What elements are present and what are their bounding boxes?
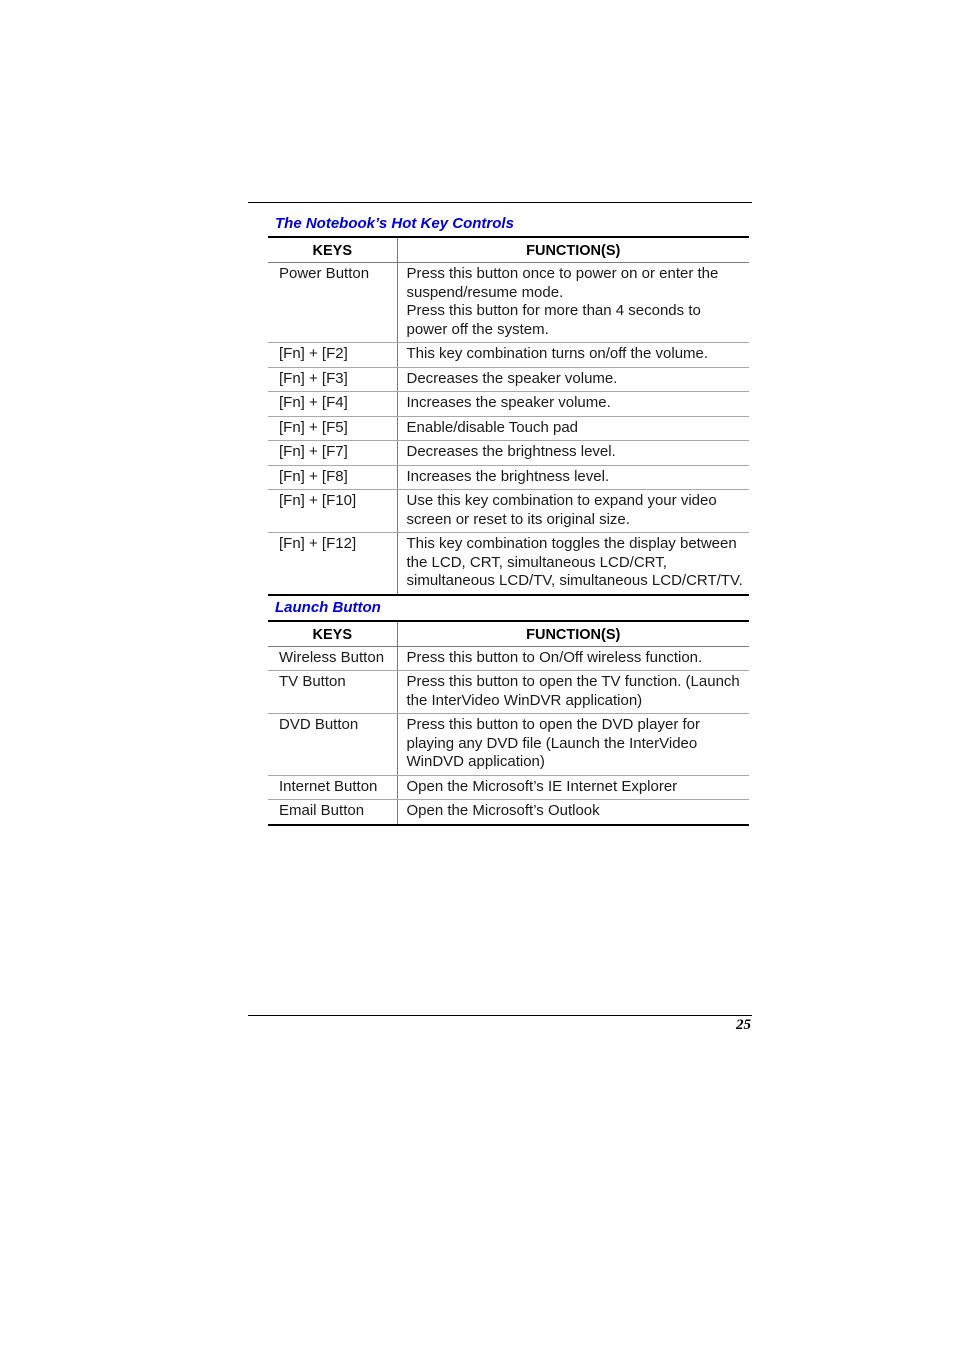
page-content	[268, 212, 749, 826]
function-cell: Press this button to open the DVD player for playing any DVD file (Launch the InterVideo WinDVD application)	[397, 714, 749, 776]
function-column-header: FUNCTION(S)	[397, 621, 749, 647]
key-cell: DVD Button	[268, 714, 397, 776]
function-cell: Increases the speaker volume.	[397, 392, 749, 417]
table-row	[268, 263, 749, 343]
key-cell: [Fn] + [F8]	[268, 465, 397, 490]
launch-table	[268, 620, 749, 826]
key-cell: [Fn] + [F3]	[268, 367, 397, 392]
table-row	[268, 392, 749, 417]
table-row	[268, 465, 749, 490]
function-cell: Decreases the speaker volume.	[397, 367, 749, 392]
function-column-header: FUNCTION(S)	[397, 237, 749, 263]
function-cell: Use this key combination to expand your video screen or reset to its original size.	[397, 490, 749, 533]
header-rule	[248, 202, 752, 203]
table-row	[268, 367, 749, 392]
launch-body	[268, 646, 749, 825]
hotkeys-title: The Notebook’s Hot Key Controls	[275, 215, 514, 232]
function-cell: This key combination turns on/off the volume.	[397, 343, 749, 368]
launch-title: Launch Button	[275, 598, 381, 616]
key-cell: TV Button	[268, 671, 397, 714]
table-row	[268, 714, 749, 776]
function-cell: Enable/disable Touch pad	[397, 416, 749, 441]
table-header-row	[268, 237, 749, 263]
function-cell: Press this button to open the TV function. (Launch the InterVideo WinDVR application)	[397, 671, 749, 714]
table-row	[268, 775, 749, 800]
key-cell: [Fn] + [F12]	[268, 533, 397, 595]
function-cell: Increases the brightness level.	[397, 465, 749, 490]
key-cell: Email Button	[268, 800, 397, 825]
footer-rule	[248, 1015, 752, 1016]
key-cell: [Fn] + [F7]	[268, 441, 397, 466]
function-cell: Open the Microsoft’s Outlook	[397, 800, 749, 825]
table-row	[268, 671, 749, 714]
key-cell: [Fn] + [F10]	[268, 490, 397, 533]
table-row	[268, 441, 749, 466]
hotkeys-body	[268, 263, 749, 595]
table-row	[268, 646, 749, 671]
page-number: 25	[736, 1017, 751, 1033]
table-row	[268, 343, 749, 368]
function-cell: Press this button to On/Off wireless function.	[397, 646, 749, 671]
table-row	[268, 533, 749, 595]
keys-column-header: KEYS	[268, 621, 397, 647]
function-cell: This key combination toggles the display between the LCD, CRT, simultaneous LCD/CRT, simultaneous LCD/TV, simultaneous LCD/CRT/TV.	[397, 533, 749, 595]
key-cell: [Fn] + [F4]	[268, 392, 397, 417]
hotkeys-table	[268, 236, 749, 596]
key-cell: Internet Button	[268, 775, 397, 800]
key-cell: [Fn] + [F2]	[268, 343, 397, 368]
table-header-row	[268, 621, 749, 647]
function-cell: Decreases the brightness level.	[397, 441, 749, 466]
table-row	[268, 416, 749, 441]
function-cell: Press this button once to power on or enter the suspend/resume mode. Press this button for more than 4 seconds to power off the system.	[397, 263, 749, 343]
key-cell: Wireless Button	[268, 646, 397, 671]
function-cell: Open the Microsoft’s IE Internet Explorer	[397, 775, 749, 800]
keys-column-header: KEYS	[268, 237, 397, 263]
key-cell: [Fn] + [F5]	[268, 416, 397, 441]
table-row	[268, 490, 749, 533]
key-cell: Power Button	[268, 263, 397, 343]
table-row	[268, 800, 749, 825]
